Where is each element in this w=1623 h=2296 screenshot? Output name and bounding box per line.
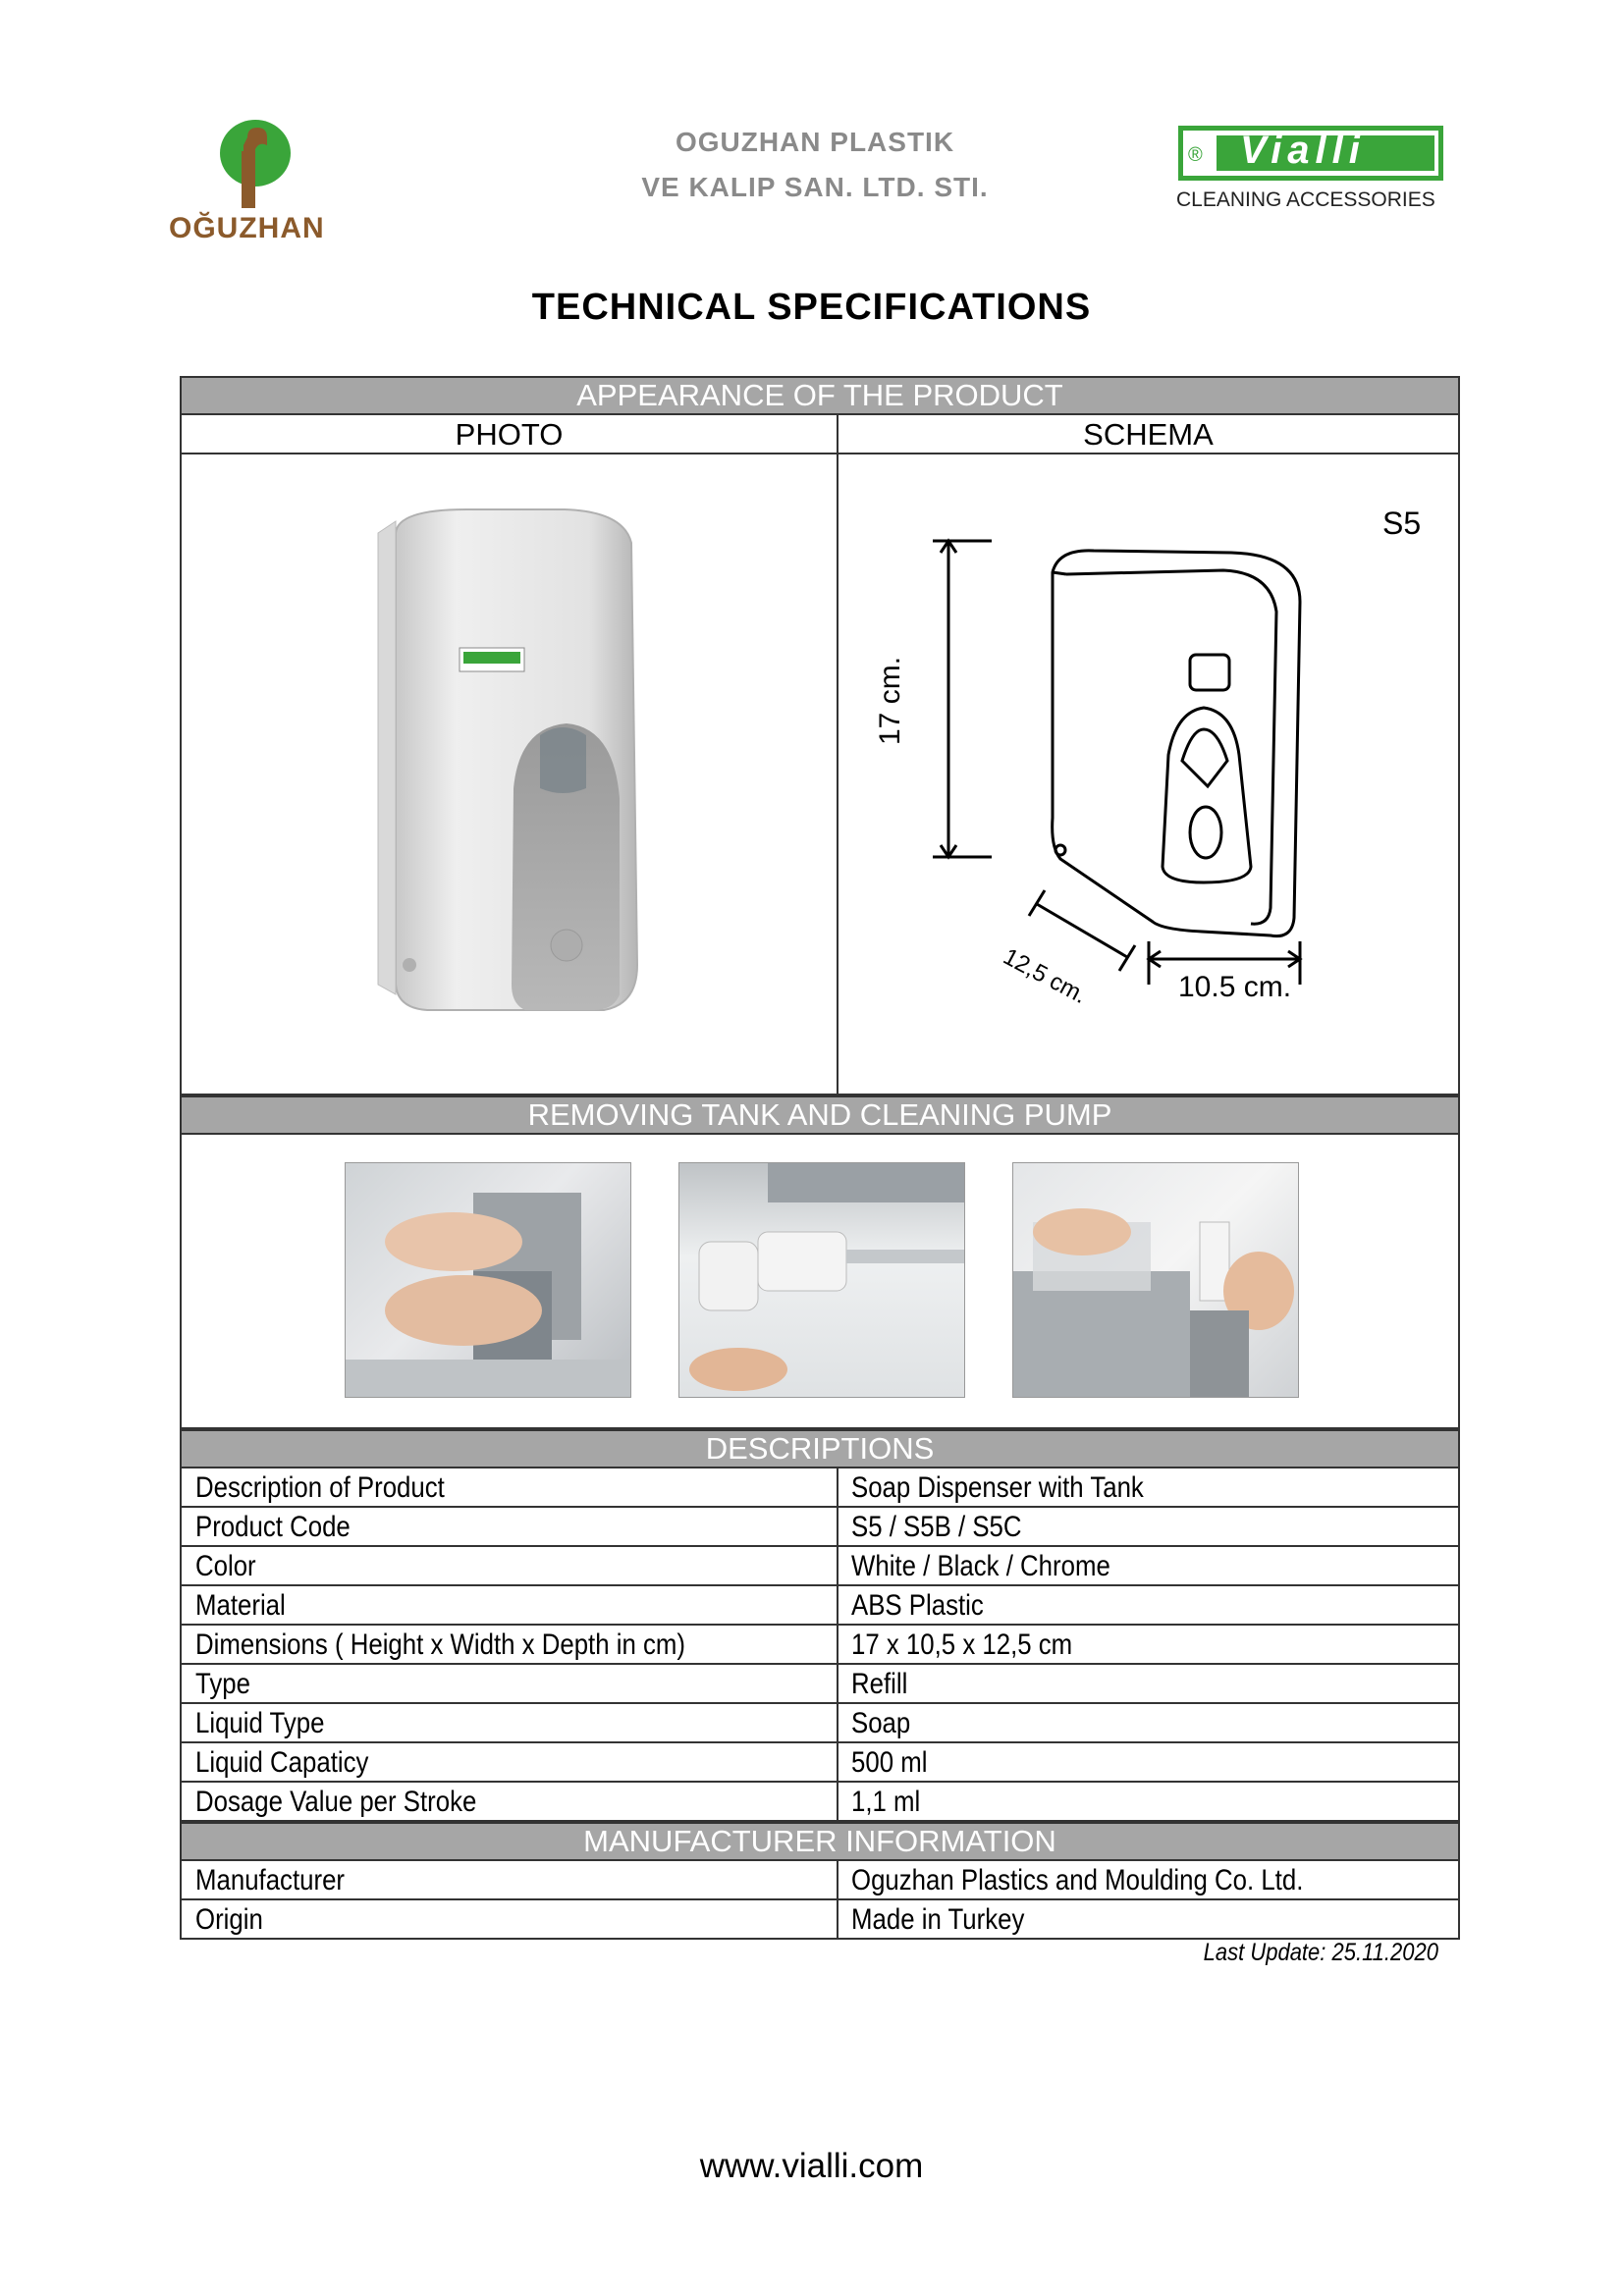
spec-value: S5 / S5B / S5C: [851, 1511, 1022, 1543]
column-divider: [837, 1900, 839, 1938]
document-title: TECHNICAL SPECIFICATIONS: [531, 287, 1092, 328]
appearance-section-header: [180, 376, 1460, 415]
spec-value: Soap Dispenser with Tank: [851, 1471, 1144, 1504]
spec-label: Liquid Capaticy: [195, 1746, 369, 1779]
removing-section-title: REMOVING TANK AND CLEANING PUMP: [527, 1097, 1112, 1132]
manufacturer-row: [180, 1861, 1460, 1900]
removing-section-header: [180, 1095, 1460, 1135]
vialli-logo: [1176, 124, 1461, 222]
last-update: Last Update: 25.11.2020: [1203, 1939, 1438, 1966]
manufacturer-section-header: [180, 1822, 1460, 1861]
spec-row: [180, 1704, 1460, 1743]
column-divider: [837, 1468, 839, 1506]
spec-value: ABS Plastic: [851, 1589, 984, 1622]
spec-label: Material: [195, 1589, 286, 1622]
schema-model-label: S5: [1382, 506, 1422, 541]
schema-width-label: 10.5 cm.: [1178, 971, 1292, 1003]
column-divider: [837, 1586, 839, 1624]
oguzhan-logo-text: OĞUZHAN: [169, 212, 325, 244]
manufacturer-value: Made in Turkey: [851, 1903, 1025, 1936]
company-name: [511, 120, 1119, 210]
column-divider: [837, 1547, 839, 1584]
column-divider: [837, 1743, 839, 1781]
manufacturer-row: [180, 1900, 1460, 1940]
spec-row: [180, 1743, 1460, 1783]
spec-table: [180, 376, 1460, 1934]
removing-photos-row: [180, 1135, 1460, 1429]
website-link[interactable]: www.vialli.com: [699, 2147, 924, 2185]
manufacturer-label: Origin: [195, 1903, 263, 1936]
spec-value: 500 ml: [851, 1746, 928, 1779]
oguzhan-logo: [157, 116, 353, 253]
removing-photo-2: [678, 1162, 965, 1398]
descriptions-section-header: [180, 1429, 1460, 1468]
spec-row: [180, 1468, 1460, 1508]
schema-height-label: 17 cm.: [874, 656, 906, 745]
vialli-registered-mark: ®: [1188, 144, 1203, 166]
vialli-logo-box: [1178, 126, 1443, 181]
spec-label: Dimensions ( Height x Width x Depth in cm): [195, 1629, 685, 1661]
spec-label: Color: [195, 1550, 256, 1582]
spec-row: [180, 1626, 1460, 1665]
spec-row: [180, 1783, 1460, 1822]
spec-value: 1,1 ml: [851, 1786, 921, 1818]
spec-row: [180, 1665, 1460, 1704]
descriptions-section-title: DESCRIPTIONS: [705, 1431, 935, 1466]
column-divider: [837, 1626, 839, 1663]
product-photo: [319, 504, 712, 1034]
column-divider: [837, 1665, 839, 1702]
vialli-tagline: CLEANING ACCESSORIES: [1176, 188, 1435, 211]
spec-value: Refill: [851, 1668, 908, 1700]
photo-schema-row: [180, 454, 1460, 1095]
column-divider: [837, 1508, 839, 1545]
vialli-brand-text: Vialli: [1240, 129, 1366, 172]
photo-label: PHOTO: [455, 417, 564, 452]
spec-label: Description of Product: [195, 1471, 445, 1504]
spec-value: Soap: [851, 1707, 911, 1739]
removing-photo-3: [1012, 1162, 1299, 1398]
photo-schema-header-row: [180, 415, 1460, 454]
appearance-section-title: APPEARANCE OF THE PRODUCT: [576, 378, 1063, 412]
column-divider: [837, 1783, 839, 1820]
spec-value: White / Black / Chrome: [851, 1550, 1110, 1582]
column-divider: [837, 1861, 839, 1898]
manufacturer-value: Oguzhan Plastics and Moulding Co. Ltd.: [851, 1864, 1304, 1896]
schema-depth-label: 12,5 cm.: [999, 943, 1092, 1010]
spec-row: [180, 1547, 1460, 1586]
spec-label: Type: [195, 1668, 250, 1700]
spec-row: [180, 1508, 1460, 1547]
spec-row: [180, 1586, 1460, 1626]
column-divider: [837, 1704, 839, 1741]
company-name-line1: OGUZHAN PLASTIK: [675, 127, 955, 157]
schema-drawing: [839, 454, 1460, 1094]
spec-value: 17 x 10,5 x 12,5 cm: [851, 1629, 1073, 1661]
company-name-line2: VE KALIP SAN. LTD. STI.: [641, 172, 989, 202]
spec-label: Product Code: [195, 1511, 351, 1543]
spec-label: Liquid Type: [195, 1707, 325, 1739]
manufacturer-section-title: MANUFACTURER INFORMATION: [583, 1824, 1056, 1858]
removing-photo-1: [345, 1162, 631, 1398]
schema-label: SCHEMA: [1083, 417, 1214, 452]
spec-label: Dosage Value per Stroke: [195, 1786, 477, 1818]
manufacturer-label: Manufacturer: [195, 1864, 346, 1896]
